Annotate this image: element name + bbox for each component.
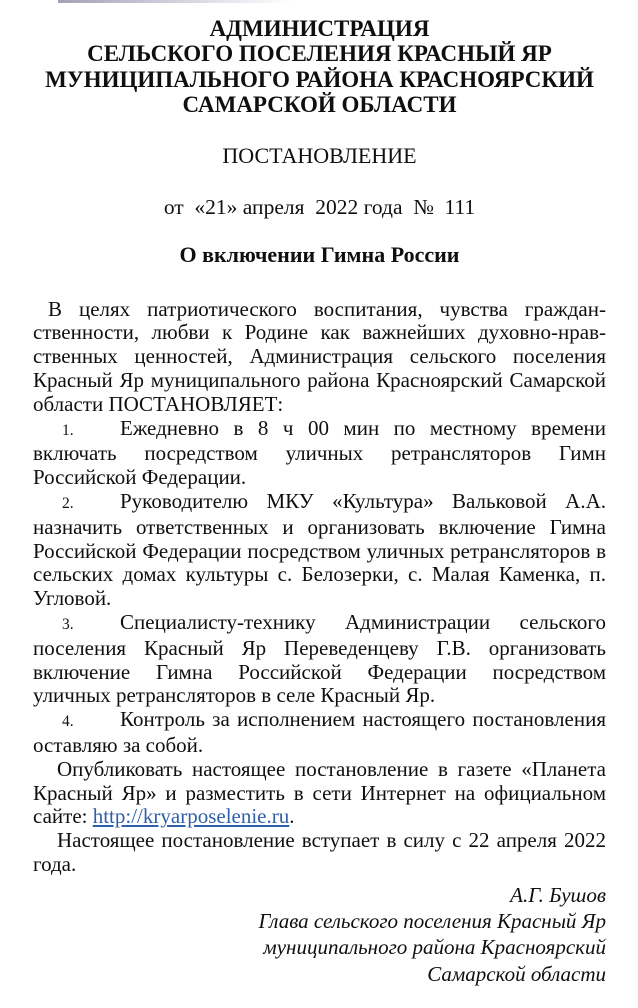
item-number: 1. [62,421,74,439]
org-name-line: АДМИНИСТРАЦИЯ [209,16,430,41]
artifact-strip [58,0,313,3]
document-body [33,298,606,877]
date-number-line: от «21» апреля 2022 года № 111 [163,194,476,219]
doc-type-heading: ПОСТАНОВЛЕНИЕ [222,142,417,168]
org-name-line: СЕЛЬСКОГО ПОСЕЛЕНИЯ КРАСНЫЙ ЯР [87,41,552,67]
signature-block [33,882,606,987]
org-name-line: МУНИЦИПАЛЬНОГО РАЙОНА КРАСНОЯРСКИЙ [45,66,594,92]
site-link[interactable]: http://kryarposelenie.ru [92,804,290,829]
paragraph: 1. Ежедневно в 8 ч 00 мин по местному времени включать посредством уличных ретрансляторов Гимн Российской Федерации. [33,415,606,490]
paragraph: Настоящее постановление вступает в силу с 22 апреля 2022 года. [33,828,606,876]
signatory-title-line: Самарской области [427,961,606,986]
item-number: 2. [62,495,74,512]
paragraph: Опубликовать настоящее постановление в газете «Планета Красный Яр» и разместить в сети Интернет на официальном сайте: http://kryarposelenie.ru. [33,756,606,829]
subject-heading: О включении Гимна России [179,241,460,267]
signatory-title-line: муниципального района Красноярский [263,935,606,960]
paragraph: В целях патриотического воспитания, чувства гражданственности, любви к Родине как важнейших духовно-нравственных ценностей, Администрация сельского поселения Красный Яр муниципального района Красноярский Самарской области ПОСТАНОВЛЯЕТ: [33,296,606,416]
org-name-line: САМАРСКОЙ ОБЛАСТИ [182,92,457,118]
signatory-title-line: Глава сельского поселения Красный Яр [258,909,606,934]
signatory-name: А.Г. Бушов [510,882,606,907]
org-name-block [33,16,606,118]
paragraph: 2. Руководителю МКУ «Культура» Вальковой А.А. назначить ответственных и организовать включение Гимна Российской Федерации посредством уличных ретрансляторов в сельских домах культуры с. Белозерки, с. Малая Каменка, п. Угловой. [33,489,606,611]
paragraph: 3. Специалисту-технику Администрации сельского поселения Красный Яр Переведенцеву Г.В. организовать включение Гимна Российской Федерации посредством уличных ретрансляторов в селе Красный Яр. [33,609,606,708]
paragraph: 4. Контроль за исполнением настоящего постановления оставляю за собой. [33,707,606,757]
item-number: 4. [62,713,74,731]
item-number: 3. [62,615,74,633]
